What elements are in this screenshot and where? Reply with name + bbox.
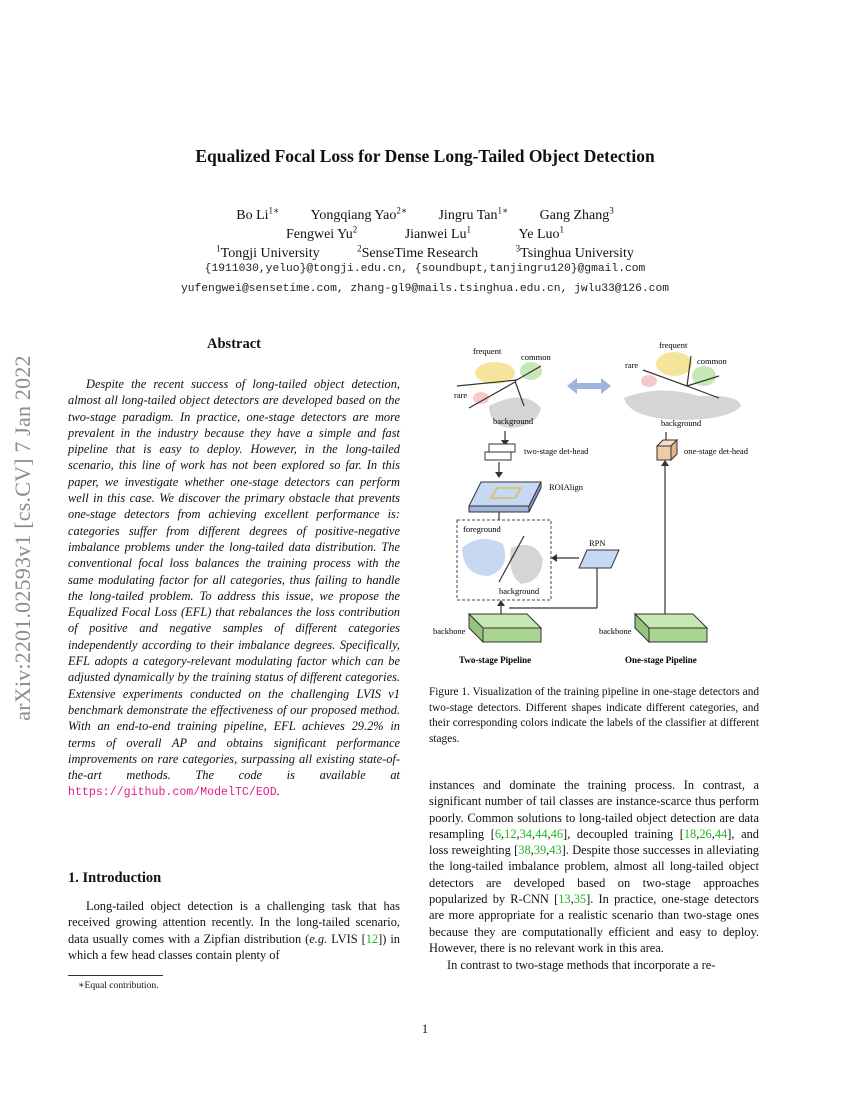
label-two-stage-pipeline: Two-stage Pipeline [459,655,532,665]
affiliation: $^1$Tongji University [216,243,320,261]
affiliation: $^2$SenseTime Research [357,243,479,261]
label-background: background [493,416,534,426]
email-line-1: {1911030,yeluo}@tongji.edu.cn, {soundbupt,tanjingru120}@gmail.com [204,263,646,275]
abstract-heading: Abstract [207,336,261,352]
page-number: 1 [421,1022,429,1036]
roialign-slab [469,482,541,506]
right-column-text [429,777,759,974]
section-heading-introduction: 1. Introduction [68,870,162,886]
footnote-rule [68,975,163,976]
author: Jingru Tan$^{1∗}$ [438,205,509,223]
citation-link[interactable]: 35 [573,892,587,907]
compare-arrow [567,378,611,394]
label-backbone-right: backbone [599,626,632,636]
author: Bo $Li^{1∗}$ [236,205,280,223]
label-common-right: common [697,356,727,366]
pipeline-figure [429,336,759,676]
citation-link[interactable]: 46 [550,826,564,841]
email-line-2: yufengwei@sensetime.com, zhang-gl9@mails.tsinghua.edu.cn, jwlu33@126.com [180,283,670,295]
right-paragraph-2: In contrast to two-stage methods that incorporate a re- [447,958,716,973]
frequent-cluster-right [656,352,692,376]
citation-link[interactable]: 43 [549,843,562,858]
abstract-body: Despite the recent success of long-tailed object detection, almost all long-tailed object detectors are developed based on the two-stage paradigm. In practice, one-stage detectors are more prevalent in the industry because they have a simple and fast pipeline that is easy to deploy. However, in the long-tailed scenario, this line of work has not been explored so far. In this paper, we investigate whether one-stage detectors can perform well in this case. We discover the primary obstacle that prevents one-stage detectors from achieving excellent performance is: categories suffer from different degrees of positive-negative imbalance problems under the long-tailed data distribution. The conventional focal loss balances the training process with the same modulating factor for all categories, thus failing to handle the long-tailed problem. To address this issue, we propose the Equalized Focal Loss (EFL) that rebalances the loss contribution of positive and negative samples of different categories independently according to their imbalance degrees. Specifically, EFL adopts a category-relevant modulating factor which can be adjusted dynamically by the training status of different categories. Extensive experiments conducted on the challenging LVIS v1 benchmark demonstrate the effectiveness of our proposed method. With an end-to-end training pipeline, EFL achieves 29.2% in terms of overall AP and obtains significant performance improvements on rare categories, surpassing all existing state-of-the-art methods. The code is available at https://github.com/ModelTC/EOD. [68,377,400,800]
label-roialign: ROIAlign [549,482,583,492]
author: Fengwei Yu$^2$ [285,224,358,242]
paper-title: Equalized Focal Loss for Dense Long-Tailed Object Detection [195,146,655,166]
citation-link[interactable]: 38 [518,843,531,858]
two-stage-head-box [489,444,515,452]
rare-cluster-right [641,375,657,387]
author: Gang Zhang$^3$ [539,205,614,223]
label-rpn: RPN [589,538,606,548]
affiliation: $^3$Tsinghua University [515,243,634,261]
label-two-stage-head: two-stage det-head [524,446,589,456]
arxiv-identifier: arXiv:2201.02593v1 [cs.CV] 7 Jan 2022 [10,355,35,721]
citation-link[interactable]: 12 [365,931,379,946]
common-cluster [520,362,542,380]
citation-link[interactable]: 26 [699,826,712,841]
author: Jianwei Lu$^1$ [404,224,472,242]
label-foreground: foreground [463,524,501,534]
label-one-stage-head: one-stage det-head [684,446,748,456]
background-cluster-proposal [510,545,543,584]
label-rare-right: rare [625,360,639,370]
intro-paragraph: Long-tailed object detection is a challenging task that has received growing attention recently. In the long-tailed scenario, data usually comes with a Zipfian distribution (e.g. LVIS [12]) in which a few head classes contain plenty of [68,899,400,962]
citation-link[interactable]: 34 [519,826,533,841]
citation-link[interactable]: 44 [535,826,548,841]
citation-link[interactable]: 13 [558,892,571,907]
citation-link[interactable]: 6 [494,826,502,841]
label-rare: rare [454,390,468,400]
label-frequent-right: frequent [659,340,688,350]
rpn-block [579,550,619,568]
label-background-right: background [661,418,702,428]
citation-link[interactable]: 44 [714,826,728,841]
label-one-stage-pipeline: One-stage Pipeline [625,655,697,665]
citation-link[interactable]: 18 [683,826,697,841]
code-link[interactable]: https://github.com/ModelTC/EOD [68,786,277,800]
label-backbone-left: backbone [433,626,466,636]
label-frequent: frequent [473,346,502,356]
foreground-cluster [462,539,505,576]
author: Yongqiang Yao$^{2∗}$ [310,205,407,223]
label-common: common [521,352,551,362]
background-cluster-right [624,390,741,420]
author: Ye Luo$^1$ [518,224,565,242]
citation-link[interactable]: 12 [504,826,517,841]
figure-caption: Figure 1. Visualization of the training pipeline in one-stage detectors and two-stage detectors. Different shapes indicate different categories, and their corresponding colors indicate the labels of the classifier at different stages. [429,686,759,745]
footnote: ∗Equal contribution. [78,980,159,991]
label-background-proposal: background [499,586,540,596]
right-paragraph-1: instances and dominate the training process. In contrast, a significant number of tail classes are instance-scarce thus perform poorly. Common solutions to long-tailed object detection are data resampling [6,12,34,44,46], decoupled training [18,26,44], and loss reweighting [38,39,43]. Despite those successes in alleviating the long-tailed imbalance problem, almost all long-tailed object detectors are developed based on two-stage approaches popularized by R-CNN [13,35]. In practice, one-stage detectors are more appropriate for a realistic scenario than two-stage ones because they are computationally efficient and easy to deploy. However, there is no relevant work in this area. [429,778,759,955]
citation-link[interactable]: 39 [533,843,547,858]
affiliations [0,239,850,263]
